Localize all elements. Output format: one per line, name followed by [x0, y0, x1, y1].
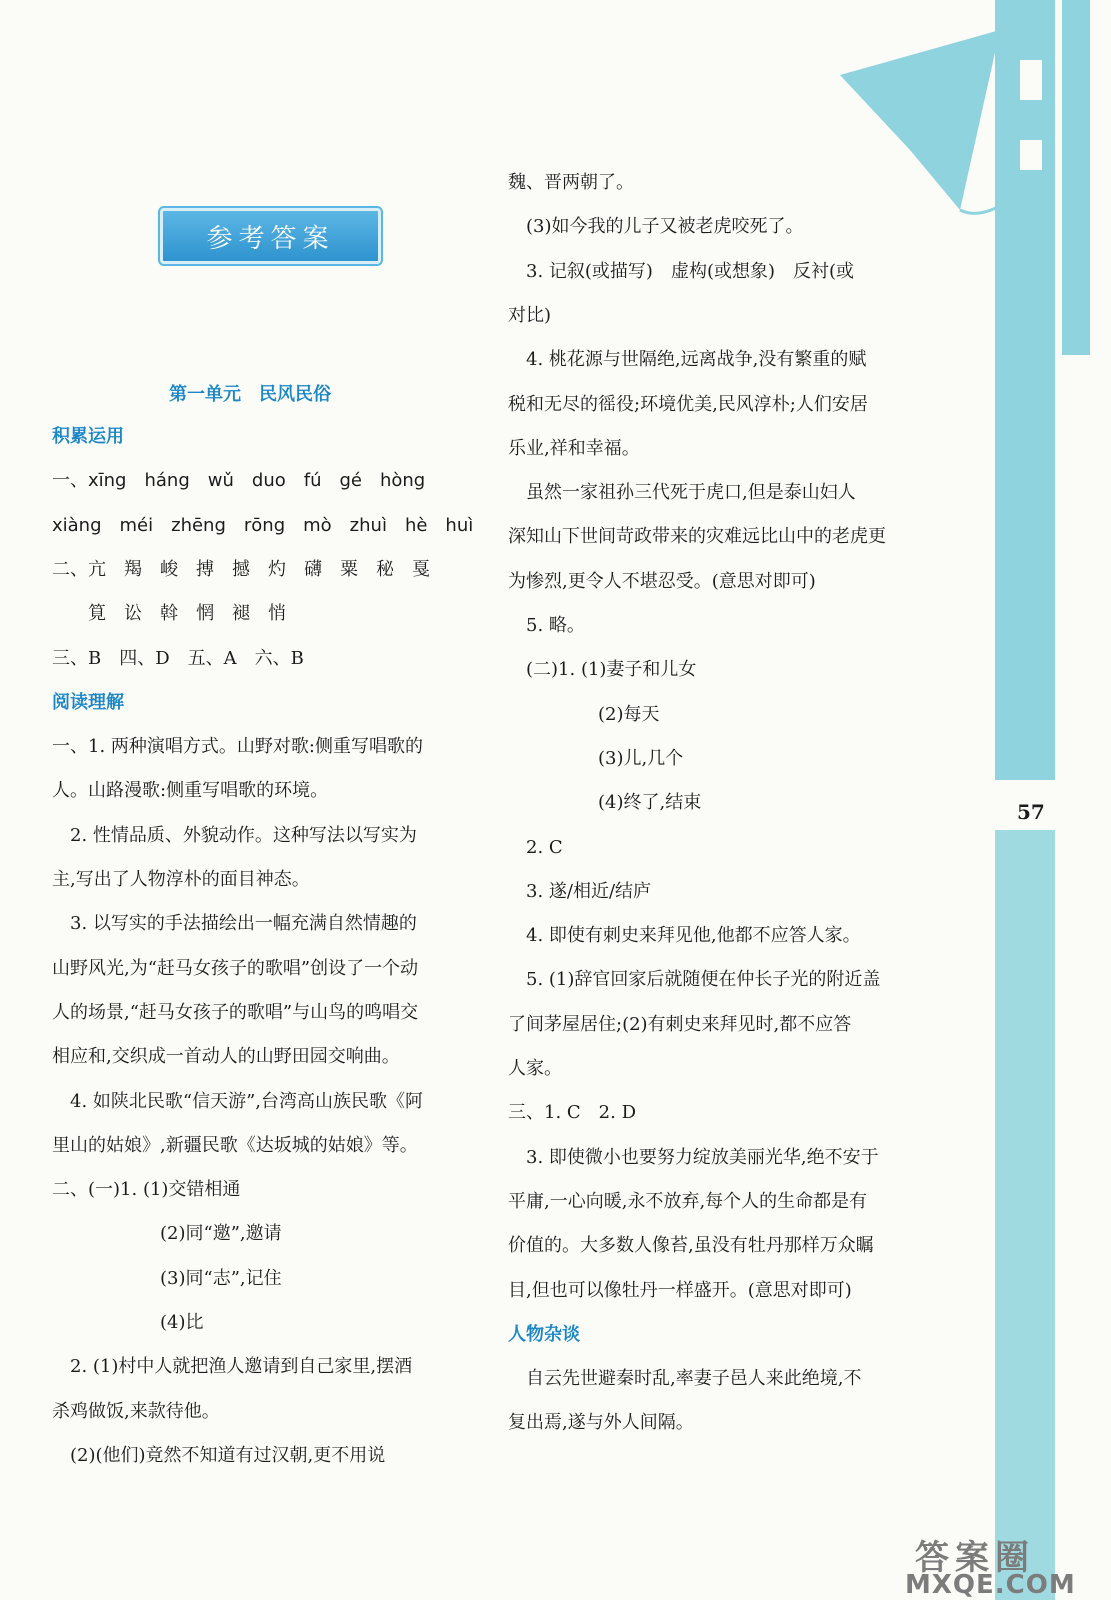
answer-line: 人的场景,“赶马女孩子的歌唱”与山鸟的鸣唱交 [52, 1001, 419, 1023]
answer-line: (3)儿,几个 [508, 747, 684, 769]
unit-title: 第一单元 民风民俗 [169, 384, 331, 405]
answer-line: 5. 略。 [508, 615, 585, 636]
right-edge-band-lower [995, 830, 1055, 1600]
answer-line: 主,写出了人物淳朴的面目神态。 [52, 869, 310, 890]
answer-line: 3. 以写实的手法描绘出一幅充满自然情趣的 [52, 913, 417, 935]
answer-line: 三、1. C 2. D [508, 1102, 636, 1124]
answer-line: 深知山下世间苛政带来的灾难远比山中的老虎更 [508, 526, 886, 548]
answer-line: 对比) [508, 304, 552, 326]
answer-line: 二、(一)1. (1)交错相通 [52, 1179, 241, 1201]
answer-line: 山野风光,为“赶马女孩子的歌唱”创设了一个动 [52, 957, 419, 979]
answer-line: 5. (1)辞官回家后就随便在仲长子光的附近盖 [508, 969, 881, 991]
section-heading: 阅读理解 [52, 691, 124, 713]
answer-line: 人家。 [508, 1058, 562, 1079]
answer-line: 3. 遂/相近/结庐 [508, 880, 652, 902]
answer-key-title-badge [160, 208, 381, 264]
page-number: 57 [1017, 800, 1045, 824]
answer-line: 3. 即使微小也要努力绽放美丽光华,绝不安于 [508, 1146, 879, 1168]
answer-line: (4)比 [52, 1312, 204, 1333]
kite-decoration [840, 30, 1040, 230]
answer-line: 3. 记叙(或描写) 虚构(或想象) 反衬(或 [508, 260, 855, 282]
answer-line: 4. 如陕北民歌“信天游”,台湾高山族民歌《阿 [52, 1090, 424, 1112]
answer-line: 魏、晋两朝了。 [508, 172, 634, 193]
answer-line: 复出焉,遂与外人间隔。 [508, 1412, 694, 1434]
watermark-main-text: 答案圈 [915, 1538, 1035, 1578]
right-edge-stripe [1062, 0, 1090, 355]
answer-line: 为惨烈,更令人不堪忍受。(意思对即可) [508, 570, 816, 592]
answer-line: 人。山路漫歌:侧重写唱歌的环境。 [52, 780, 329, 802]
answer-line: 4. 桃花源与世隔绝,远离战争,没有繁重的赋 [508, 349, 867, 371]
answer-line: 杀鸡做饭,来款待他。 [52, 1400, 220, 1422]
answer-line: 一、1. 两种演唱方式。山野对歌:侧重写唱歌的 [52, 736, 423, 758]
answer-line: 2. (1)村中人就把渔人邀请到自己家里,摆酒 [52, 1356, 413, 1378]
answer-line: 4. 即使有刺史来拜见他,他都不应答人家。 [508, 925, 861, 947]
answer-line: 乐业,祥和幸福。 [508, 437, 640, 459]
answer-line: (4)终了,结束 [508, 792, 702, 814]
answer-line: xiàng méi zhēng rōng mò zhuì hè huì [52, 514, 474, 536]
answer-line: 2. C [508, 836, 563, 858]
answer-line: (2)同“邀”,邀请 [52, 1223, 282, 1245]
answer-line: 二、亢 羯 峻 搏 撼 灼 礴 粟 秘 戛 [52, 558, 430, 580]
watermark-logo [905, 1530, 1105, 1598]
watermark-url-text: MXQE.COM [905, 1570, 1076, 1600]
answer-line: (二)1. (1)妻子和儿女 [508, 659, 697, 681]
answer-line: 平庸,一心向暖,永不放弃,每个人的生命都是有 [508, 1190, 868, 1212]
answer-line: 筧 讼 斡 惘 褪 悄 [52, 603, 286, 625]
answer-line: 一、xīng háng wǔ duo fú gé hòng [52, 470, 426, 492]
answer-line: 相应和,交织成一首动人的山野田园交响曲。 [52, 1046, 400, 1068]
section-heading: 人物杂谈 [508, 1323, 580, 1345]
answer-line: (2)每天 [508, 703, 660, 725]
answer-line: 2. 性情品质、外貌动作。这种写法以写实为 [52, 824, 417, 846]
answer-line: 三、B 四、D 五、A 六、B [52, 647, 304, 669]
answer-line: 自云先世避秦时乱,率妻子邑人来此绝境,不 [508, 1368, 862, 1390]
answer-line: 了间茅屋居住;(2)有刺史来拜见时,都不应答 [508, 1013, 852, 1035]
answer-line: 虽然一家祖孙三代死于虎口,但是泰山妇人 [508, 482, 856, 504]
answer-key-title: 参考答案 [206, 223, 335, 254]
answer-line: (3)如今我的儿子又被老虎咬死了。 [508, 216, 804, 238]
answer-line: 税和无尽的徭役;环境优美,民风淳朴;人们安居 [508, 393, 868, 415]
answer-line: 价值的。大多数人像苔,虽没有牡丹那样万众瞩 [508, 1235, 874, 1257]
section-heading: 积累运用 [52, 426, 124, 447]
answer-line: 里山的姑娘》,新疆民歌《达坂城的姑娘》等。 [52, 1134, 418, 1156]
answer-line: 目,但也可以像牡丹一样盛开。(意思对即可) [508, 1279, 852, 1301]
answer-line: (3)同“志”,记住 [52, 1267, 282, 1289]
answer-line: (2)(他们)竟然不知道有过汉朝,更不用说 [52, 1444, 386, 1466]
